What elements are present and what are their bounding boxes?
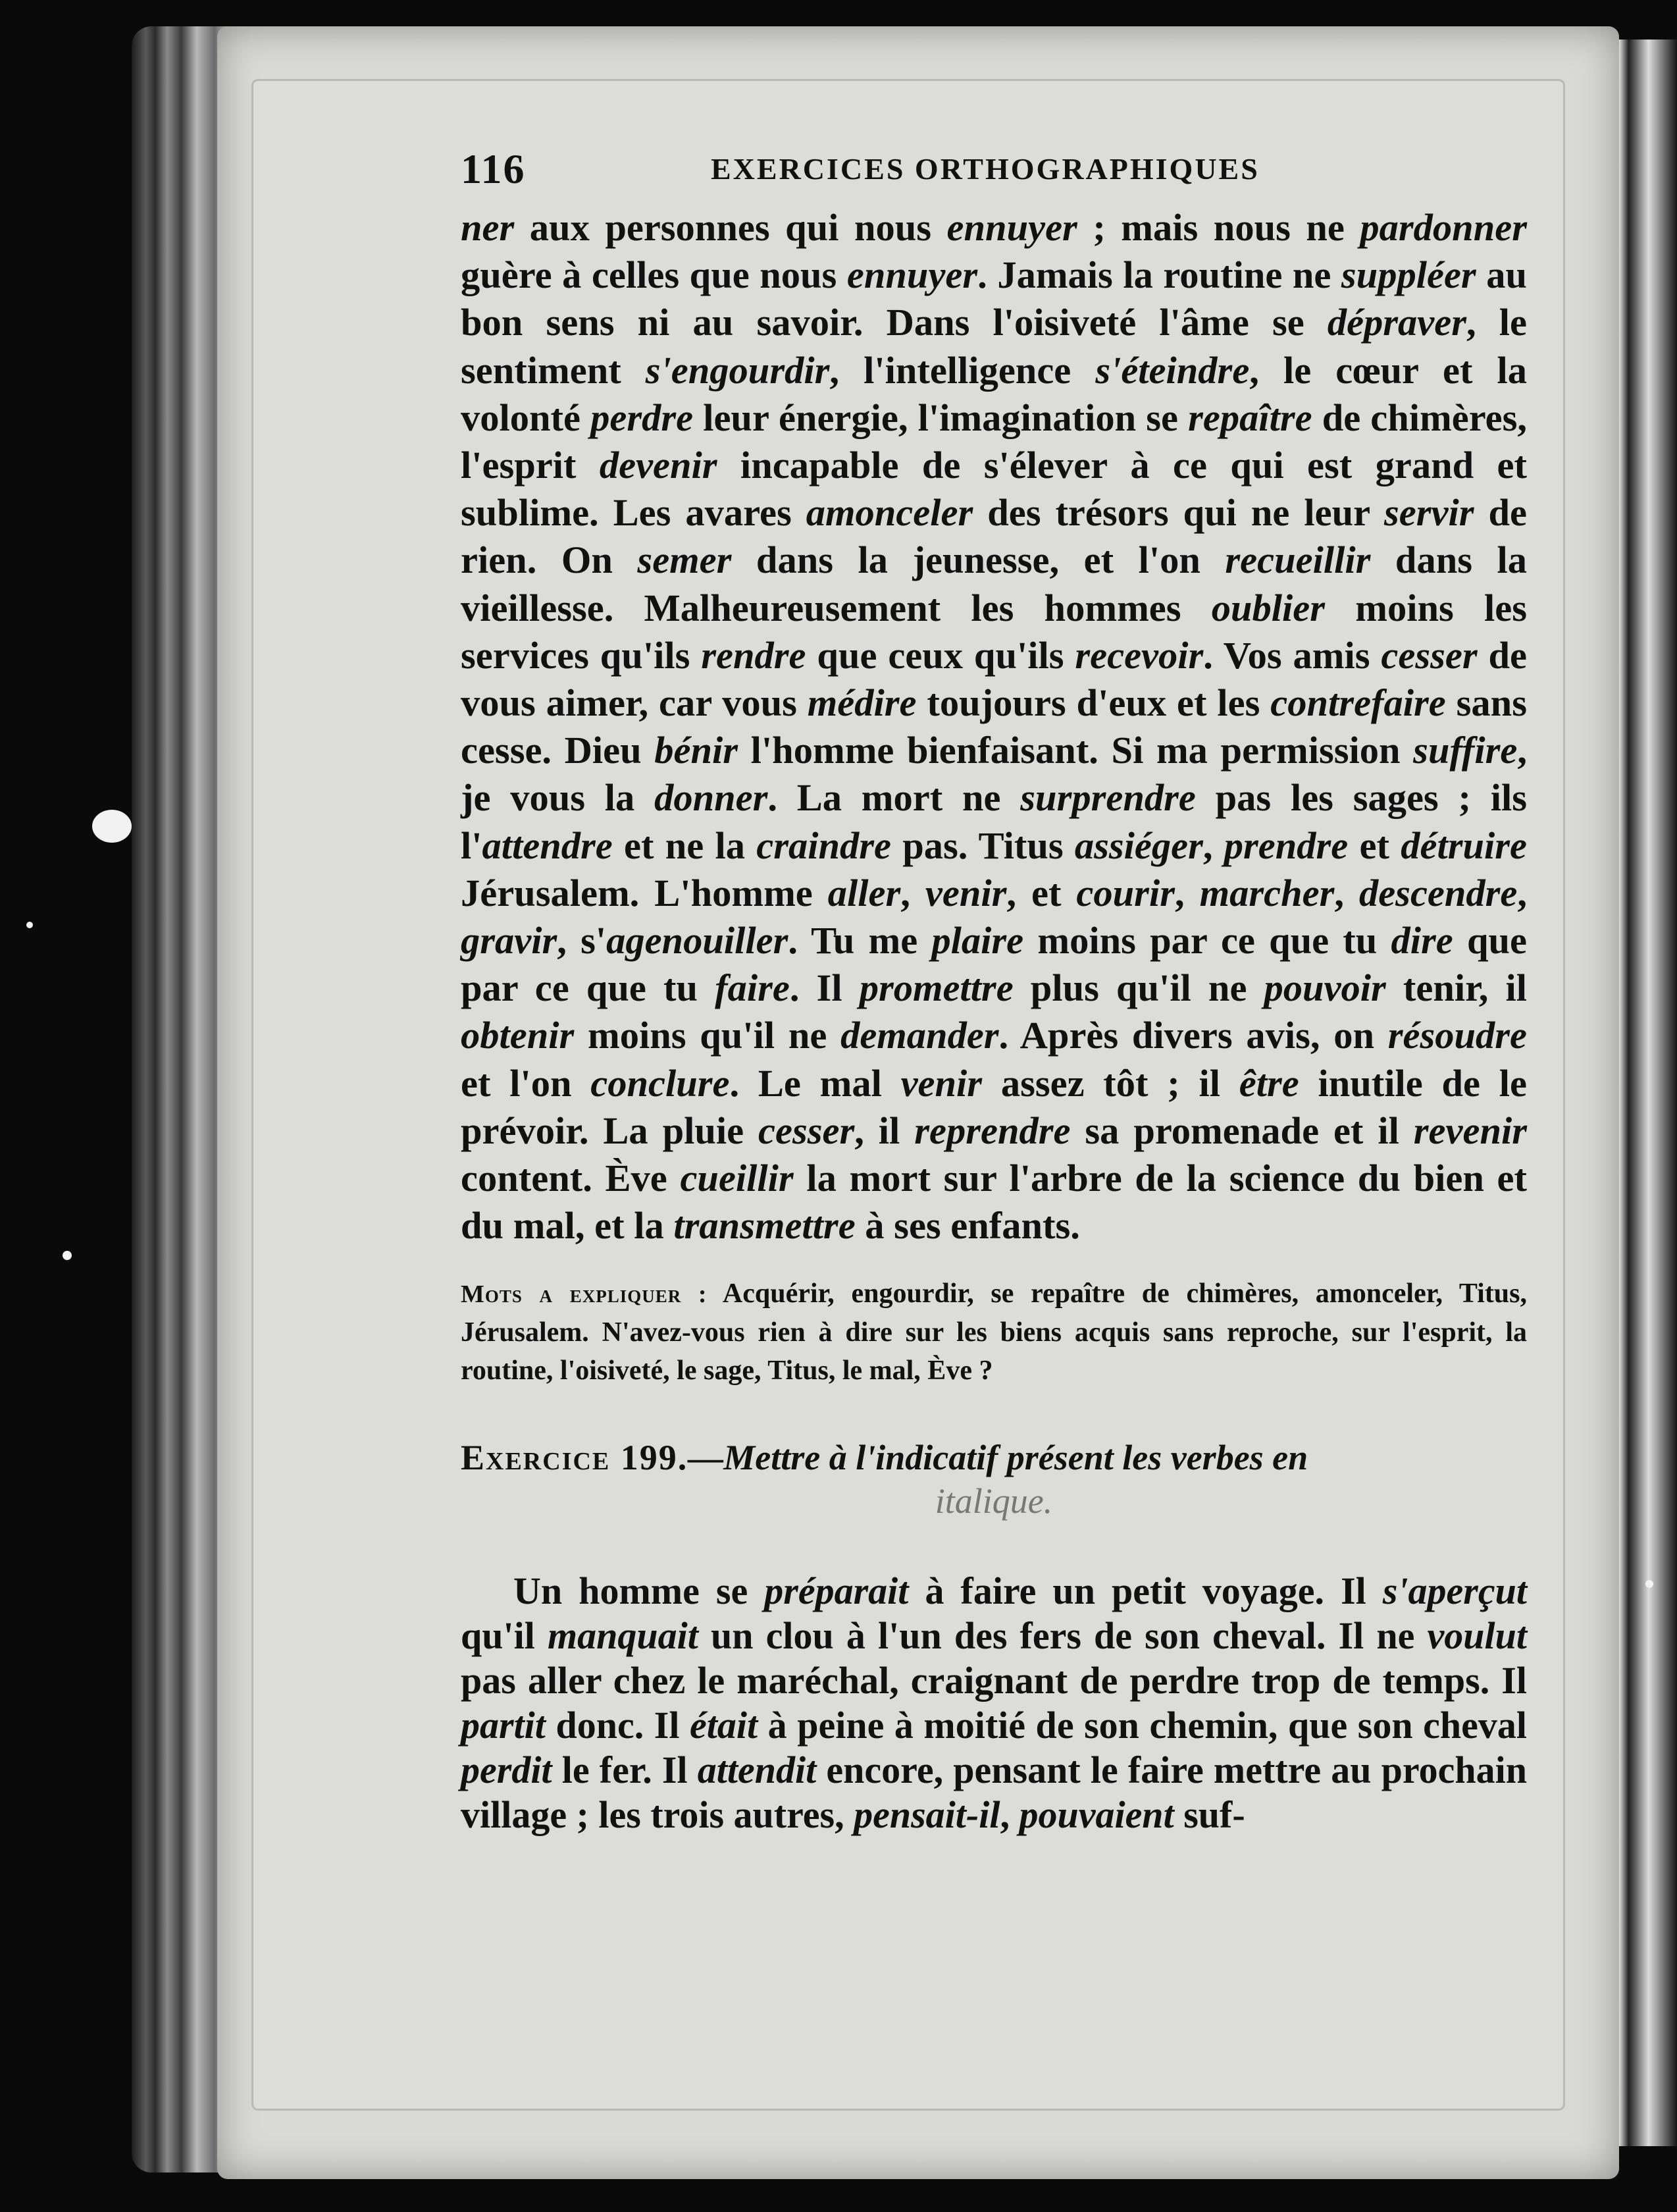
exercise-199-heading bbox=[461, 1436, 1527, 1523]
exercise-199-text: Un homme se préparait à faire un petit voyage. Il s'aperçut qu'il manquait un clou à l'un des fers de son cheval. Il ne voulut pas aller chez le maréchal, craignant de perdre trop de temps. Il partit donc. Il était à peine à moitié de son chemin, que son cheval perdit le fer. Il attendit encore, pensant le faire mettre au prochain village ; les trois autres, pensait-il, pouvaient suf- bbox=[461, 1569, 1527, 1837]
vocabulary-label: Mots a expliquer : bbox=[461, 1280, 708, 1309]
page-number: 116 bbox=[461, 145, 526, 192]
vocabulary-text: Acquérir, engourdir, se repaître de chimères, amonceler, Titus, Jérusalem. N'avez-vous rien à dire sur les biens acquis sans reproche, sur l'esprit, la routine, l'oisiveté, le sage, Titus, le mal, Ève ? bbox=[461, 1278, 1528, 1386]
exercise-198-text: ner aux personnes qui nous ennuyer ; mais nous ne pardonner guère à celles que nous ennuyer. Jamais la routine ne suppléer au bon sens ni au savoir. Dans l'oisiveté l'âme se dépraver, le sentiment s'engourdir, l'intelligence s'éteindre, le cœur et la volonté perdre leur énergie, l'imagination se repaître de chimères, l'esprit devenir incapable de s'élever à ce qui est grand et sublime. Les avares amonceler des trésors qui ne leur servir de rien. On semer dans la jeunesse, et l'on recueillir dans la vieillesse. Malheureusement les hommes oublier moins les services qu'ils rendre que ceux qu'ils recevoir. Vos amis cesser de vous aimer, car vous médire toujours d'eux et les contrefaire sans cesse. Dieu bénir l'homme bienfaisant. Si ma permission suffire, je vous la donner. La mort ne surprendre pas les sages ; ils l'attendre et ne la craindre pas. Titus assiéger, prendre et détruire Jérusalem. L'homme aller, venir, et courir, marcher, descendre, gravir, s'agenouiller. Tu me plaire moins par ce que tu dire que par ce que tu faire. Il promettre plus qu'il ne pouvoir tenir, il obtenir moins qu'il ne demander. Après divers avis, on résoudre et l'on conclure. Le mal venir assez tôt ; il être inutile de le prévoir. La pluie cesser, il reprendre sa promenade et il revenir content. Ève cueillir la mort sur l'arbre de la science du bien et du mal, et la transmettre à ses enfants. bbox=[461, 206, 1528, 1248]
scan-speck bbox=[1645, 1580, 1653, 1588]
page-header bbox=[461, 145, 1527, 204]
scan-speck bbox=[26, 922, 33, 928]
vocabulary-note bbox=[461, 1275, 1527, 1390]
running-head: EXERCICES ORTHOGRAPHIQUES bbox=[711, 152, 1260, 186]
page-content bbox=[461, 145, 1527, 1837]
exercise-instruction-cont: italique. bbox=[935, 1481, 1053, 1521]
exercise-number: Exercice 199. bbox=[461, 1438, 688, 1478]
scan-speck bbox=[63, 1251, 72, 1260]
exercise-instruction: —Mettre à l'indicatif présent les verbes en bbox=[688, 1438, 1308, 1478]
scan-speck bbox=[92, 810, 132, 843]
